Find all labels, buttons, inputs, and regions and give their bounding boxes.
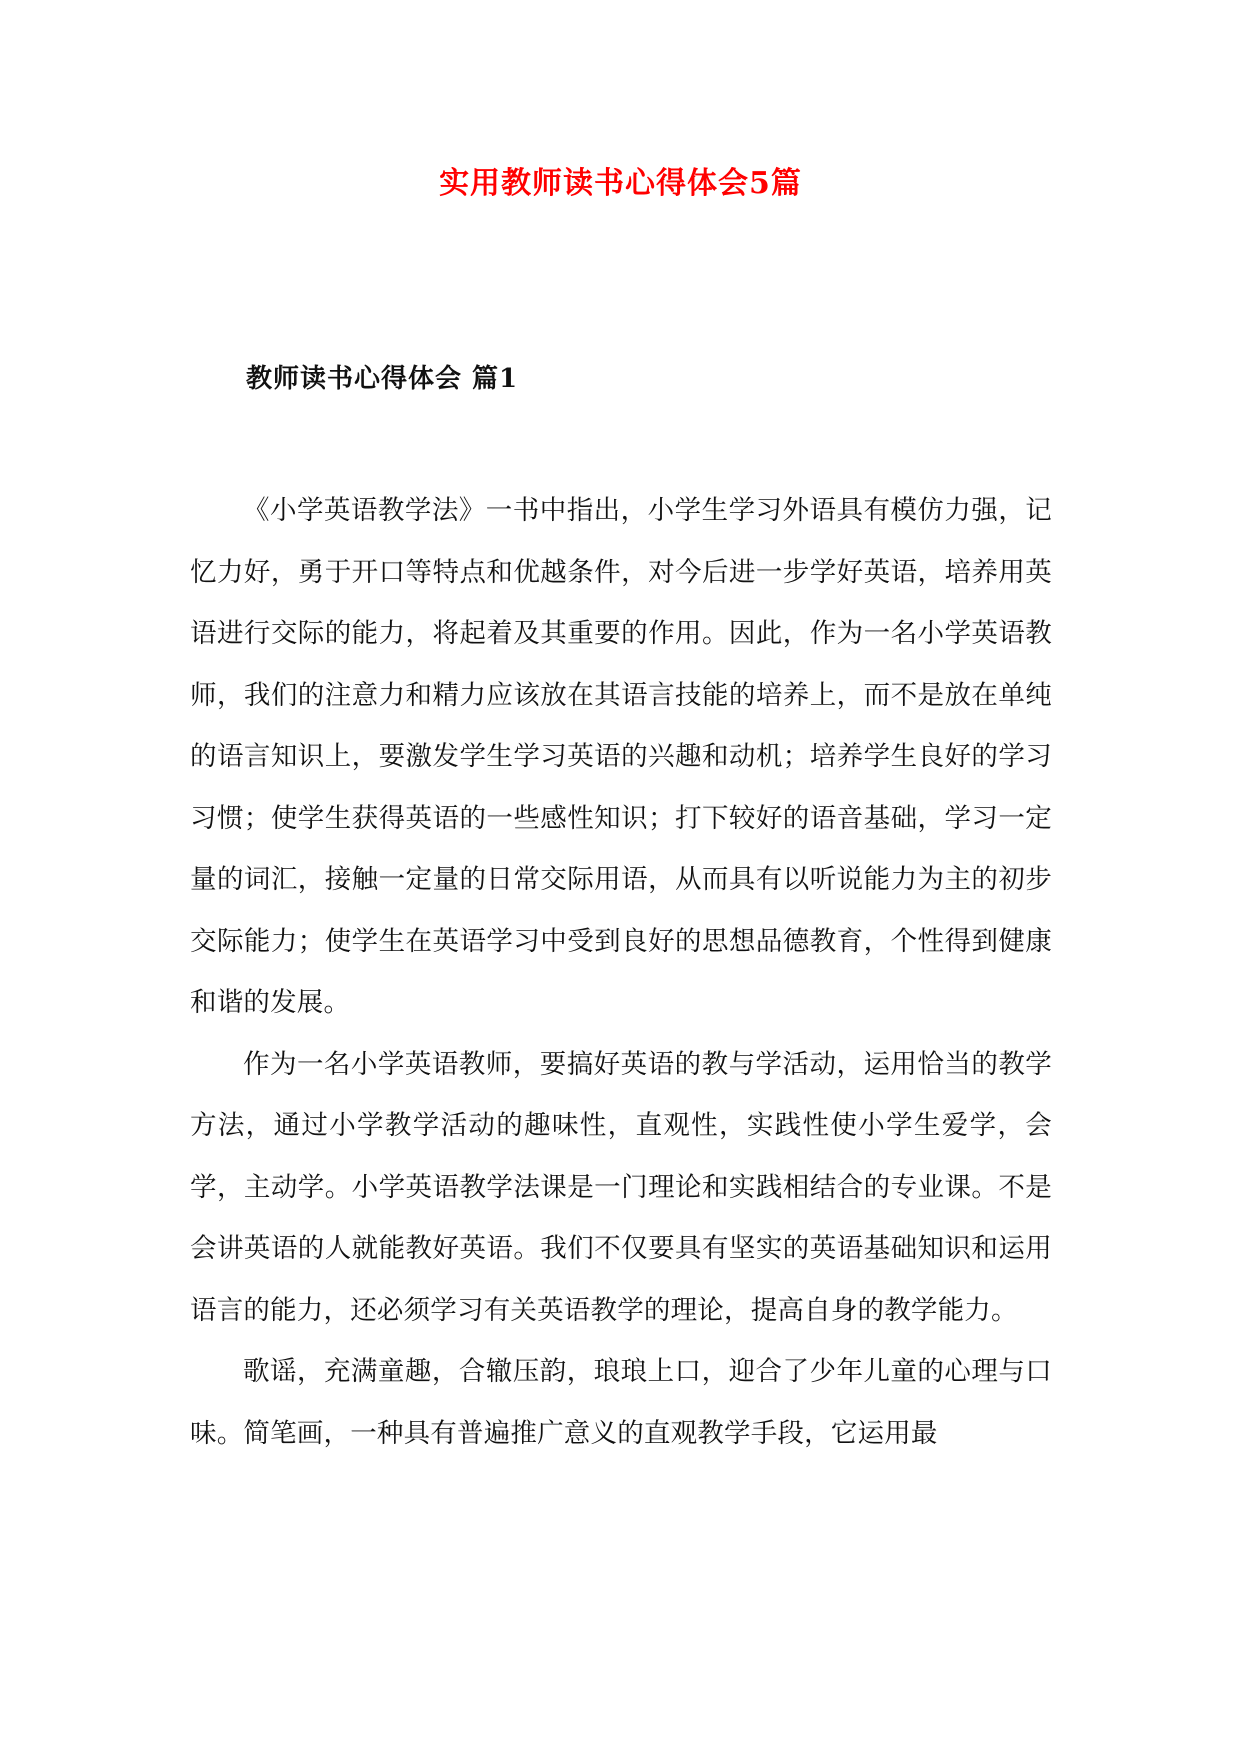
document-title: 实用教师读书心得体会5篇 — [439, 166, 802, 201]
section-heading: 教师读书心得体会 篇1 — [246, 364, 519, 394]
paragraph-2: 作为一名小学英语教师，要搞好英语的教与学活动，运用恰当的教学方法，通过小学教学活动的趣味性，直观性，实践性使小学生爱学，会学，主动学。小学英语教学法课是一门理论和实践相结合的专业课。不是会讲英语的人就能教好英语。我们不仅要具有坚实的英语基础知识和运用语言的能力，还必须学习有关英语教学的理论，提高自身的教学能力。 — [190, 1048, 1052, 1326]
paragraph-1: 《小学英语教学法》一书中指出，小学生学习外语具有模仿力强，记忆力好，勇于开口等特点和优越条件，对今后进一步学好英语，培养用英语进行交际的能力，将起着及其重要的作用。因此，作为一名小学英语教师，我们的注意力和精力应该放在其语言技能的培养上，而不是放在单纯的语言知识上，要激发学生学习英语的兴趣和动机；培养学生良好的学习习惯；使学生获得英语的一些感性知识；打下较好的语音基础，学习一定量的词汇，接触一定量的日常交际用语，从而具有以听说能力为主的初步交际能力；使学生在英语学习中受到良好的思想品德教育，个性得到健康和谐的发展。 — [190, 495, 1052, 1018]
paragraph-3: 歌谣，充满童趣，合辙压韵，琅琅上口，迎合了少年儿童的心理与口味。简笔画，一种具有普遍推广意义的直观教学手段，它运用最 — [190, 1356, 1052, 1449]
body-text — [190, 480, 1052, 1464]
